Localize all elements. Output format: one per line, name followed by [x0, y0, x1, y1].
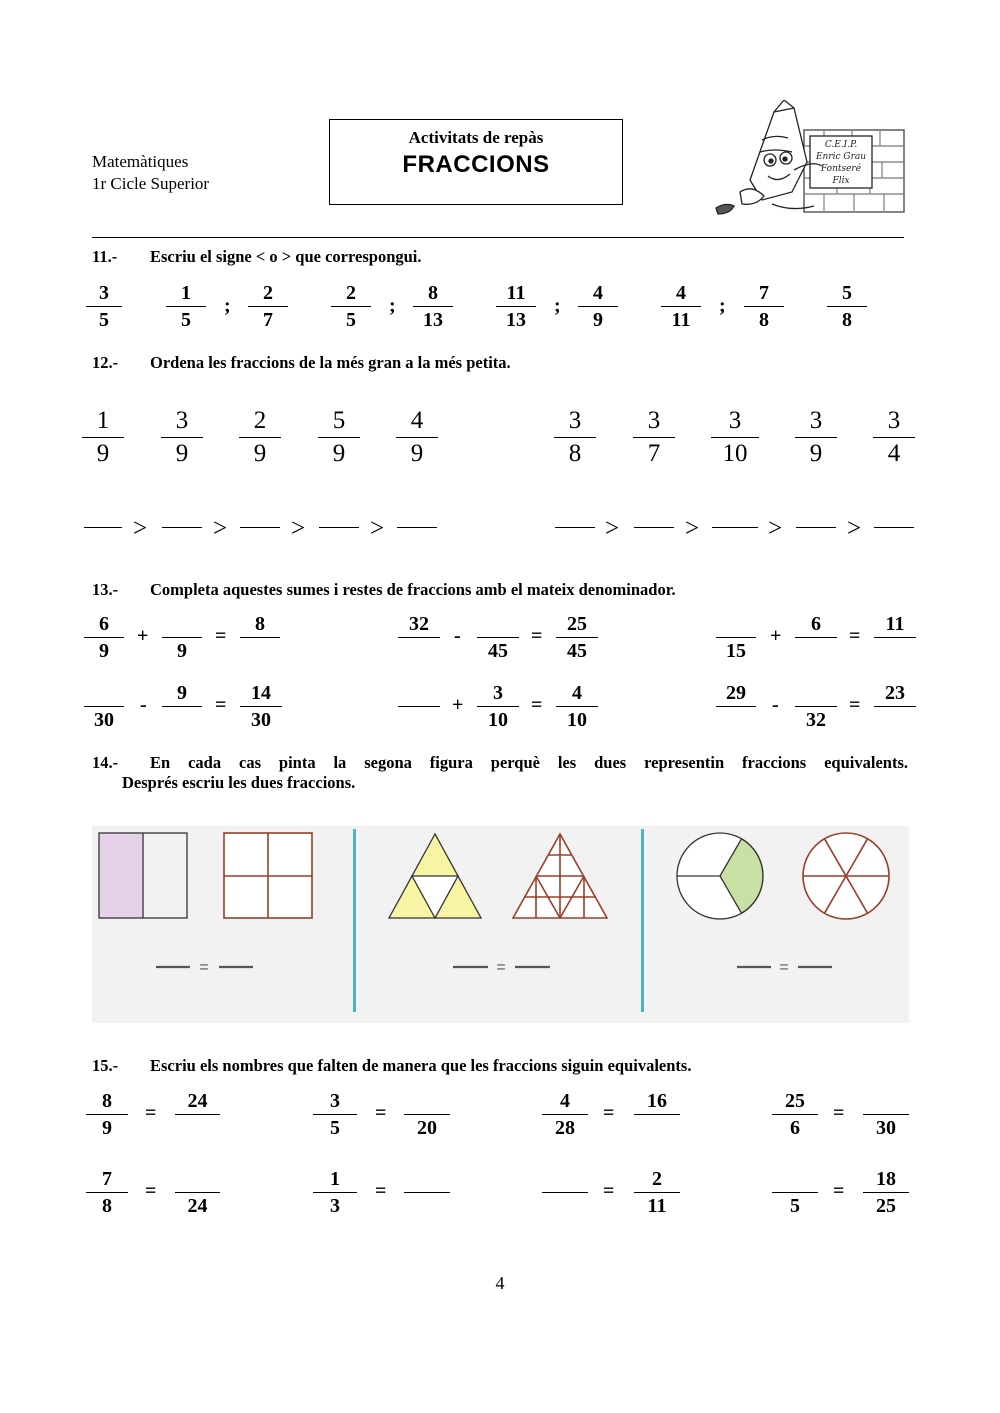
question-instruction-line2: Després escriu les dues fraccions.: [122, 773, 356, 792]
equals-sign: =: [849, 625, 861, 647]
page-title: FRACCIONS: [402, 151, 550, 178]
answer-blank[interactable]: [240, 640, 280, 663]
fraction: 3 7: [633, 408, 675, 468]
fraction: 4 9: [578, 282, 618, 332]
answer-blank[interactable]: [634, 527, 674, 528]
plus-sign: +: [137, 625, 149, 647]
fraction: 2 11: [634, 1168, 680, 1218]
plus-sign: +: [452, 694, 464, 716]
answer-blank[interactable]: [175, 1168, 220, 1191]
fraction: [404, 1168, 450, 1218]
logo-text-4: Flix: [832, 176, 850, 186]
header-divider: [92, 237, 904, 238]
fraction: 30: [863, 1090, 909, 1140]
fraction: 4 28: [542, 1090, 588, 1140]
answer-blank[interactable]: [772, 1168, 818, 1191]
panel-divider: [641, 829, 644, 1012]
answer-blank[interactable]: [874, 527, 914, 528]
fraction: 20: [404, 1090, 450, 1140]
fraction: 7 8: [744, 282, 784, 332]
equals-sign: =: [145, 1102, 157, 1124]
fraction: 9: [162, 682, 202, 732]
question-number: 15.-: [92, 1056, 119, 1075]
answer-blank[interactable]: [404, 1168, 450, 1191]
answer-blank[interactable]: [874, 709, 916, 732]
equals-sign: =: [215, 625, 227, 647]
fraction: 4 11: [661, 282, 701, 332]
fraction: 1 9: [82, 408, 124, 468]
answer-blank[interactable]: [795, 682, 837, 705]
fraction: 6: [795, 613, 837, 663]
fraction: 3 5: [313, 1090, 357, 1140]
fraction: [542, 1168, 588, 1218]
question-11-heading: [92, 247, 422, 267]
greater-than-sign: >: [213, 515, 228, 542]
fraction: 3 8: [554, 408, 596, 468]
fraction: 9: [162, 613, 202, 663]
equals-sign: =: [833, 1102, 845, 1124]
fraction: 8: [240, 613, 280, 663]
fraction: 29: [716, 682, 756, 732]
subject-name: Matemàtiques: [92, 152, 189, 171]
circle-figures: [646, 826, 909, 1023]
answer-blank[interactable]: [716, 709, 756, 732]
question-instruction: Ordena les fraccions de la més gran a la més petita.: [150, 353, 511, 372]
answer-blank[interactable]: [716, 613, 756, 636]
equals-sign: =: [145, 1180, 157, 1202]
minus-sign: -: [454, 625, 461, 647]
fraction: 2 5: [331, 282, 371, 332]
question-number: 13.-: [92, 580, 119, 599]
rectangle-figures: [92, 826, 352, 1023]
answer-blank[interactable]: [175, 1117, 220, 1140]
fraction: [398, 682, 440, 732]
fraction: 14 30: [240, 682, 282, 732]
answer-blank[interactable]: [162, 709, 202, 732]
fraction: 3 9: [795, 408, 837, 468]
equals-sign: =: [199, 959, 209, 976]
equals-sign: =: [496, 959, 506, 976]
question-13-heading: [92, 580, 676, 600]
fraction: 8 9: [86, 1090, 128, 1140]
answer-blank[interactable]: [542, 1168, 588, 1191]
fraction: 5 9: [318, 408, 360, 468]
fraction: 25 45: [556, 613, 598, 663]
fraction: 24: [175, 1090, 220, 1140]
logo-text-3: Fontseré: [820, 164, 862, 174]
answer-blank[interactable]: [319, 527, 359, 528]
fraction: 5: [772, 1168, 818, 1218]
equals-sign: =: [375, 1180, 387, 1202]
fraction: 2 7: [248, 282, 288, 332]
answer-blank[interactable]: [796, 527, 836, 528]
fraction: 5 8: [827, 282, 867, 332]
fraction: 2 9: [239, 408, 281, 468]
answer-blank[interactable]: [404, 1090, 450, 1113]
question-instruction: Completa aquestes sumes i restes de fraccions amb el mateix denominador.: [150, 580, 676, 599]
answer-blank[interactable]: [162, 613, 202, 636]
fraction: 3 10: [711, 408, 759, 468]
answer-blank[interactable]: [84, 527, 122, 528]
question-instruction: Escriu el signe < o > que correspongui.: [150, 247, 422, 266]
question-15-heading: [92, 1056, 691, 1076]
answer-blank[interactable]: [555, 527, 595, 528]
school-logo-illustration: [712, 100, 907, 218]
fraction: 11: [874, 613, 916, 663]
answer-blank[interactable]: [795, 640, 837, 663]
fraction: 18 25: [863, 1168, 909, 1218]
course-level: 1r Cicle Superior: [92, 174, 210, 193]
panel-divider: [353, 829, 356, 1012]
answer-blank[interactable]: [863, 1090, 909, 1113]
fraction: 1 5: [166, 282, 206, 332]
question-instruction: Escriu els nombres que falten de manera que les fraccions siguin equivalents.: [150, 1056, 692, 1075]
minus-sign: -: [140, 694, 147, 716]
greater-than-sign: >: [133, 515, 148, 542]
greater-than-sign: >: [768, 515, 783, 542]
answer-blank[interactable]: [397, 527, 437, 528]
greater-than-sign: >: [370, 515, 385, 542]
question-number: 11.-: [92, 247, 118, 266]
answer-blank[interactable]: [240, 527, 280, 528]
greater-than-sign: >: [685, 515, 700, 542]
logo-text-2: Enric Grau: [815, 152, 867, 162]
equals-sign: =: [215, 694, 227, 716]
greater-than-sign: >: [847, 515, 862, 542]
fraction: 4 10: [556, 682, 598, 732]
question-instruction-line1: En cada cas pinta la segona figura perquè les dues representin fraccions equivalents.: [150, 753, 908, 772]
logo-text-1: C.E.I.P.: [824, 140, 858, 150]
fraction: 3 9: [161, 408, 203, 468]
equals-sign: =: [849, 694, 861, 716]
fraction: 45: [477, 613, 519, 663]
shaded-half: [99, 833, 143, 918]
title-box: [329, 119, 623, 205]
question-12-heading: [92, 353, 511, 373]
equals-sign: =: [531, 694, 543, 716]
answer-blank[interactable]: [712, 527, 758, 528]
fraction: 7 8: [86, 1168, 128, 1218]
fraction: 8 13: [413, 282, 453, 332]
separator-semicolon: ;: [554, 295, 561, 317]
answer-blank[interactable]: [84, 682, 124, 705]
minus-sign: -: [772, 694, 779, 716]
equals-sign: =: [375, 1102, 387, 1124]
fraction: 32: [398, 613, 440, 663]
question-14-heading: [92, 753, 908, 793]
separator-semicolon: ;: [719, 295, 726, 317]
fraction: 6 9: [84, 613, 124, 663]
fraction: 32: [795, 682, 837, 732]
fraction: 3 10: [477, 682, 519, 732]
equals-sign: =: [833, 1180, 845, 1202]
answer-blank[interactable]: [874, 640, 916, 663]
fraction: 23: [874, 682, 916, 732]
page-number: 4: [495, 1273, 505, 1293]
answer-blank[interactable]: [162, 527, 202, 528]
fraction: 11 13: [496, 282, 536, 332]
answer-blank[interactable]: [398, 682, 440, 705]
subject-info: [92, 151, 209, 195]
title-subtitle: Activitats de repàs: [408, 128, 544, 147]
plus-sign: +: [770, 625, 782, 647]
separator-semicolon: ;: [389, 295, 396, 317]
fraction: 3 4: [873, 408, 915, 468]
question-number: 12.-: [92, 353, 119, 372]
answer-blank[interactable]: [477, 613, 519, 636]
greater-than-sign: >: [605, 515, 620, 542]
fraction: 30: [84, 682, 124, 732]
separator-semicolon: ;: [224, 295, 231, 317]
fraction: 1 3: [313, 1168, 357, 1218]
fraction: 15: [716, 613, 756, 663]
equals-sign: =: [531, 625, 543, 647]
greater-than-sign: >: [291, 515, 306, 542]
triangle-figures: [358, 826, 640, 1023]
answer-blank[interactable]: [634, 1117, 680, 1140]
equals-sign: =: [603, 1180, 615, 1202]
answer-blank[interactable]: [398, 640, 440, 663]
equals-sign: =: [779, 959, 789, 976]
fraction: 3 5: [86, 282, 122, 332]
equals-sign: =: [603, 1102, 615, 1124]
fraction: 24: [175, 1168, 220, 1218]
fraction: 4 9: [396, 408, 438, 468]
question-number: 14.-: [92, 753, 119, 772]
fraction: 16: [634, 1090, 680, 1140]
fraction: 25 6: [772, 1090, 818, 1140]
